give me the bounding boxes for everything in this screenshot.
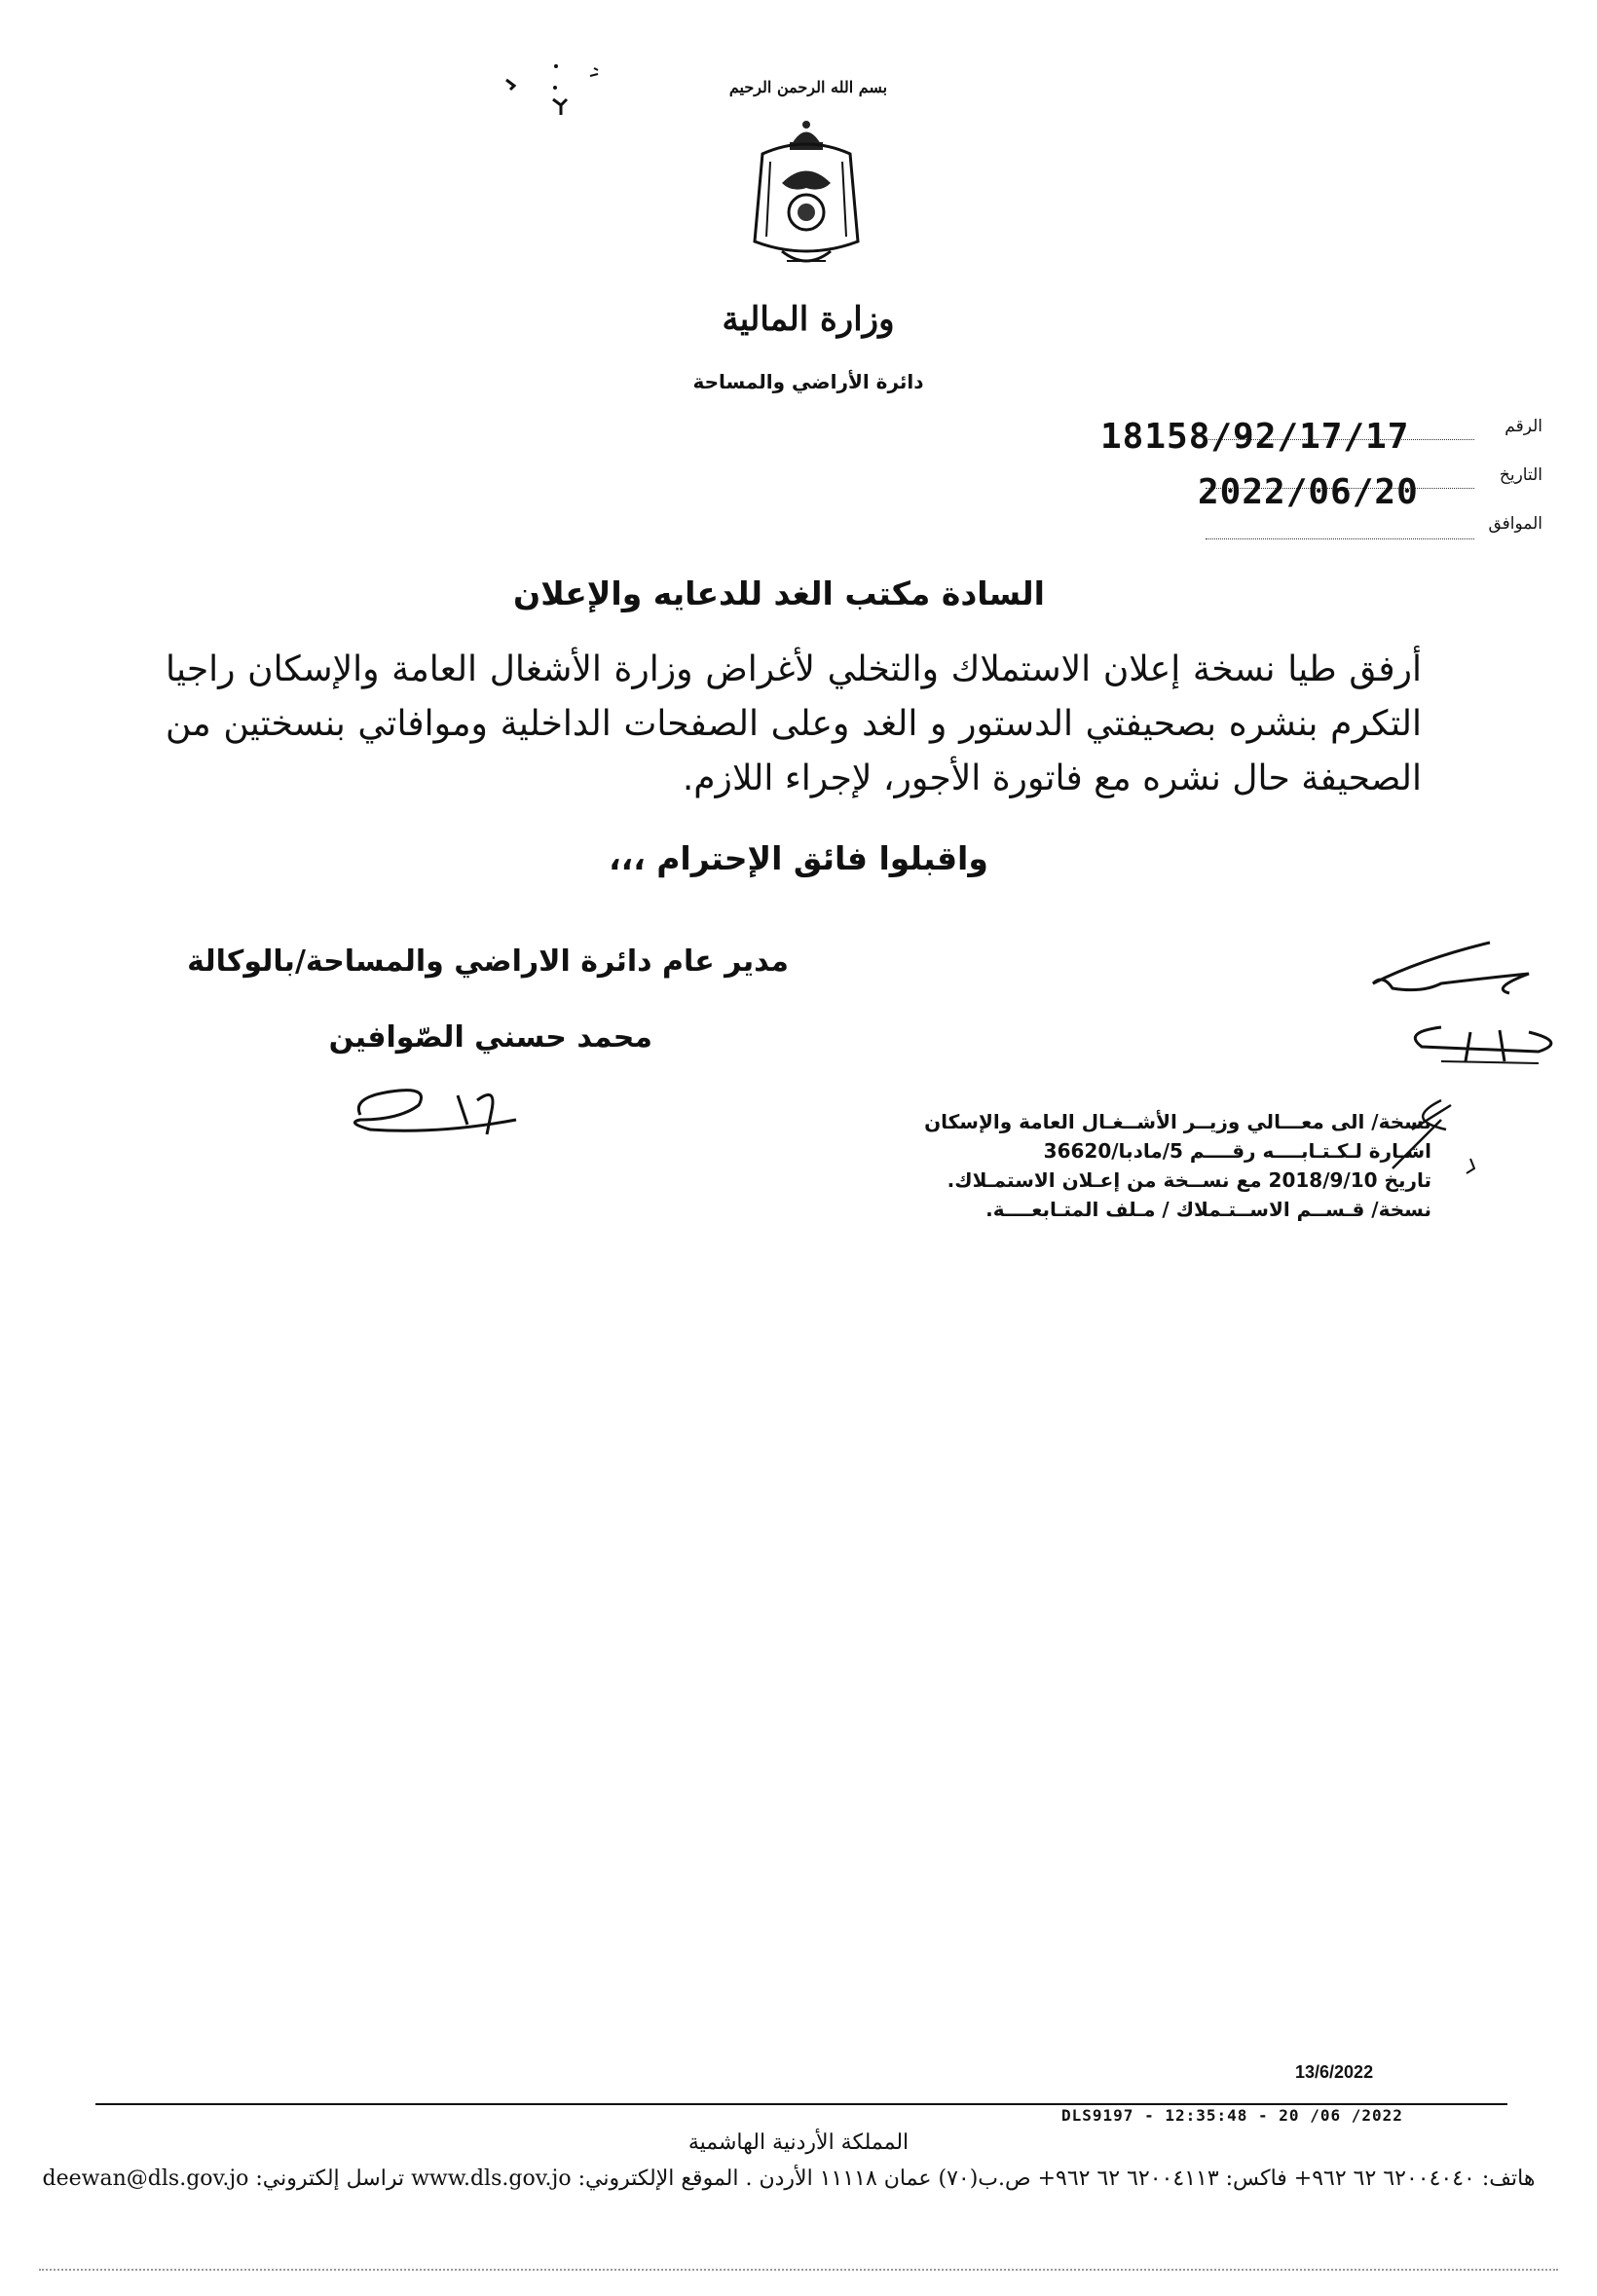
department-name: دائرة الأراضي والمساحة (692, 370, 924, 393)
ref-hijri-line (1206, 537, 1474, 539)
basmala: بسم الله الرحمن الرحيم (728, 78, 888, 96)
contact-info: هاتف: ٦٢٠٠٤٠٤٠ ٦٢ ٩٦٢+ فاكس: ٦٢٠٠٤١١٣ ٦٢ ٩٦٢+ ص.ب(٧٠) عمان ١١١١٨ الأردن . الموقع الإلكتروني: www.dls.gov.jo تراسل إلكتروني: deewan@dls.gov.jo (42, 2166, 1536, 2191)
ref-date-value: 2022/06/20 (1198, 472, 1419, 512)
stray-marks (497, 58, 623, 127)
signatory-title: مدير عام دائرة الاراضي والمساحة/بالوكالة (187, 944, 789, 979)
closing: واقبلوا فائق الإحترام ،،، (609, 839, 988, 877)
ref-number-value: 18158/92/17/17 (1100, 417, 1410, 457)
copy-line-1: نسخة/ الى معـــالي وزيــر الأشــغـال العامة والإسكان (924, 1110, 1431, 1133)
ref-number-label: الرقم (1504, 417, 1542, 436)
signatory-name: محمد حسني الصّوافين (328, 1020, 652, 1055)
ref-date-label: التاريخ (1499, 465, 1542, 485)
kingdom-name: المملكة الأردنية الهاشمية (687, 2130, 910, 2155)
coat-of-arms-icon (743, 115, 870, 280)
footer-divider (95, 2103, 1507, 2105)
letter-body: أرفق طيا نسخة إعلان الاستملاك والتخلي لأغراض وزارة الأشغال العامة والإسكان راجيا التكرم بنشره بصحيفتي الدستور و الغد وعلى الصفحات الداخلية وموافاتي بنسختين من الصحيفة حال نشره مع فاتورة الأجور، لإجراء اللازم. (166, 649, 1422, 798)
bottom-dotted-line (39, 2269, 1558, 2271)
ministry-name: وزارة المالية (722, 300, 895, 339)
copy-line-4: نسخة/ قـســم الاســتـملاك / مـلف المتـابعــــة. (985, 1198, 1431, 1221)
copy-line-2: اشـارة لـكـتـابــــه رقــــم 5/مادبا/36620 (1043, 1139, 1431, 1163)
ref-hijri-label: الموافق (1488, 514, 1542, 534)
dls-code: DLS9197 - 12:35:48 - 20 /06 /2022 (1061, 2106, 1403, 2125)
copy-line-3: تاريخ 2018/9/10 مع نســخة من إعـلان الاستمـلاك. (947, 1168, 1431, 1192)
salutation: السادة مكتب الغد للدعايه والإعلان (513, 574, 1045, 612)
print-date: 13/6/2022 (1295, 2062, 1374, 2082)
signature-mark (341, 1076, 536, 1144)
